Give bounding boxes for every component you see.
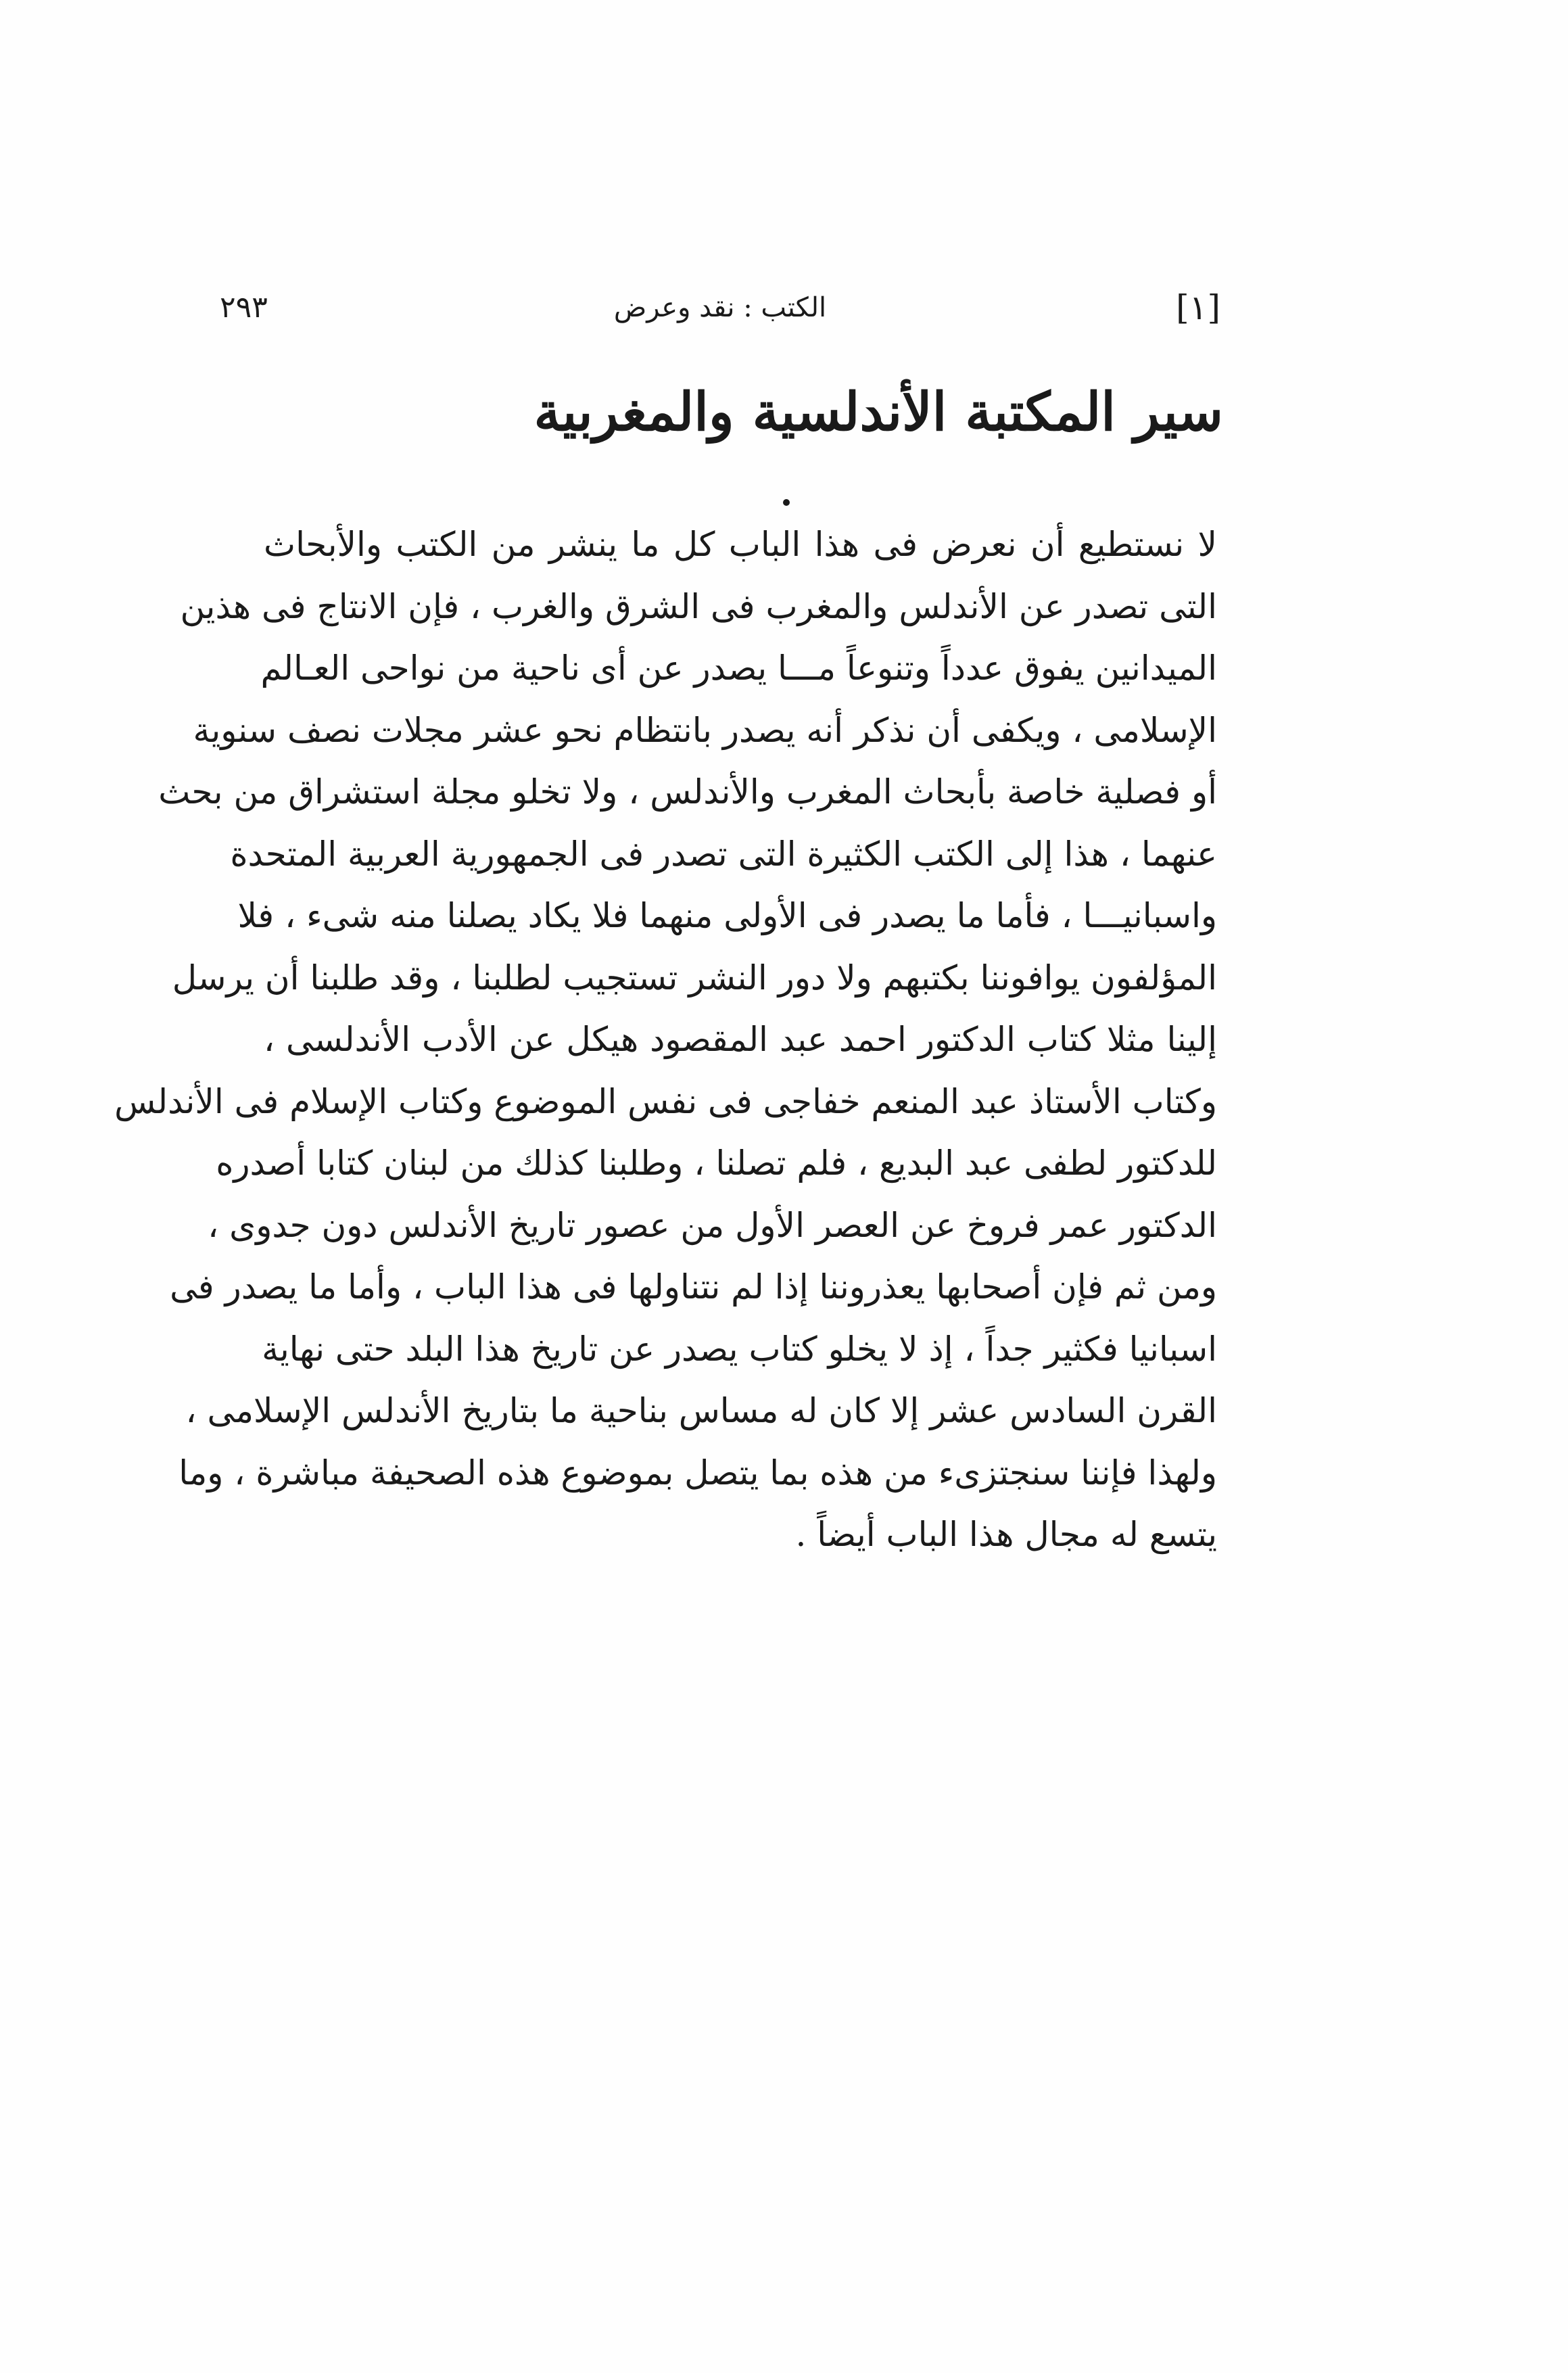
- article-title: سير المكتبة الأندلسية والمغربية: [533, 381, 1223, 443]
- body-line: أو فصلية خاصة بأبحاث المغرب والأندلس ، ولا تخلو مجلة استشراق من بحث: [158, 772, 1217, 812]
- body-text: [114, 514, 1217, 1566]
- body-line: للدكتور لطفى عبد البديع ، فلم تصلنا ، وطلبنا كذلك من لبنان كتابا أصدره: [216, 1144, 1217, 1183]
- body-line: واسبانيـــا ، فأما ما يصدر فى الأولى منهما فلا يكاد يصلنا منه شىء ، فلا: [237, 896, 1217, 935]
- body-line: التى تصدر عن الأندلس والمغرب فى الشرق والغرب ، فإن الانتاج فى هذين: [180, 586, 1217, 626]
- body-line: لا نستطيع أن نعرض فى هذا الباب كل ما ينشر من الكتب والأبحاث: [264, 525, 1217, 564]
- body-line: ولهذا فإننا سنجتزىء من هذه بما يتصل بموضوع هذه الصحيفة مباشرة ، وما: [179, 1453, 1217, 1493]
- body-line: وكتاب الأستاذ عبد المنعم خفاجى فى نفس الموضوع وكتاب الإسلام فى الأندلس: [114, 1081, 1217, 1121]
- body-line: الإسلامى ، ويكفى أن نذكر أنه يصدر بانتظام نحو عشر مجلات نصف سنوية: [193, 710, 1217, 750]
- body-line: إلينا مثلا كتاب الدكتور احمد عبد المقصود هيكل عن الأدب الأندلسى ،: [264, 1020, 1217, 1059]
- section-number: [١]: [1176, 288, 1220, 327]
- ornament-dot: [783, 499, 790, 506]
- running-head-title: الكتب : نقد وعرض: [613, 292, 827, 323]
- body-line: عنهما ، هذا إلى الكتب الكثيرة التى تصدر فى الجمهورية العربية المتحدة: [230, 834, 1217, 874]
- body-line: الدكتور عمر فروخ عن العصر الأول من عصور تاريخ الأندلس دون جدوى ،: [208, 1205, 1217, 1245]
- body-line: ومن ثم فإن أصحابها يعذروننا إذا لم نتناولها فى هذا الباب ، وأما ما يصدر فى: [170, 1267, 1217, 1307]
- body-line: القرن السادس عشر إلا كان له مساس بناحية ما بتاريخ الأندلس الإسلامى ،: [185, 1391, 1217, 1430]
- body-line: المؤلفون يوافوننا بكتبهم ولا دور النشر تستجيب لطلبنا ، وقد طلبنا أن يرسل: [172, 958, 1217, 997]
- body-line: اسبانيا فكثير جداً ، إذ لا يخلو كتاب يصدر عن تاريخ هذا البلد حتى نهاية: [262, 1329, 1217, 1369]
- running-head: [220, 284, 1220, 331]
- body-line: يتسع له مجال هذا الباب أيضاً .: [795, 1515, 1217, 1554]
- body-line: الميدانين يفوق عدداً وتنوعاً مـــا يصدر عن أى ناحية من نواحى العـالم: [260, 649, 1217, 688]
- page-number: ٢٩٣: [220, 290, 268, 325]
